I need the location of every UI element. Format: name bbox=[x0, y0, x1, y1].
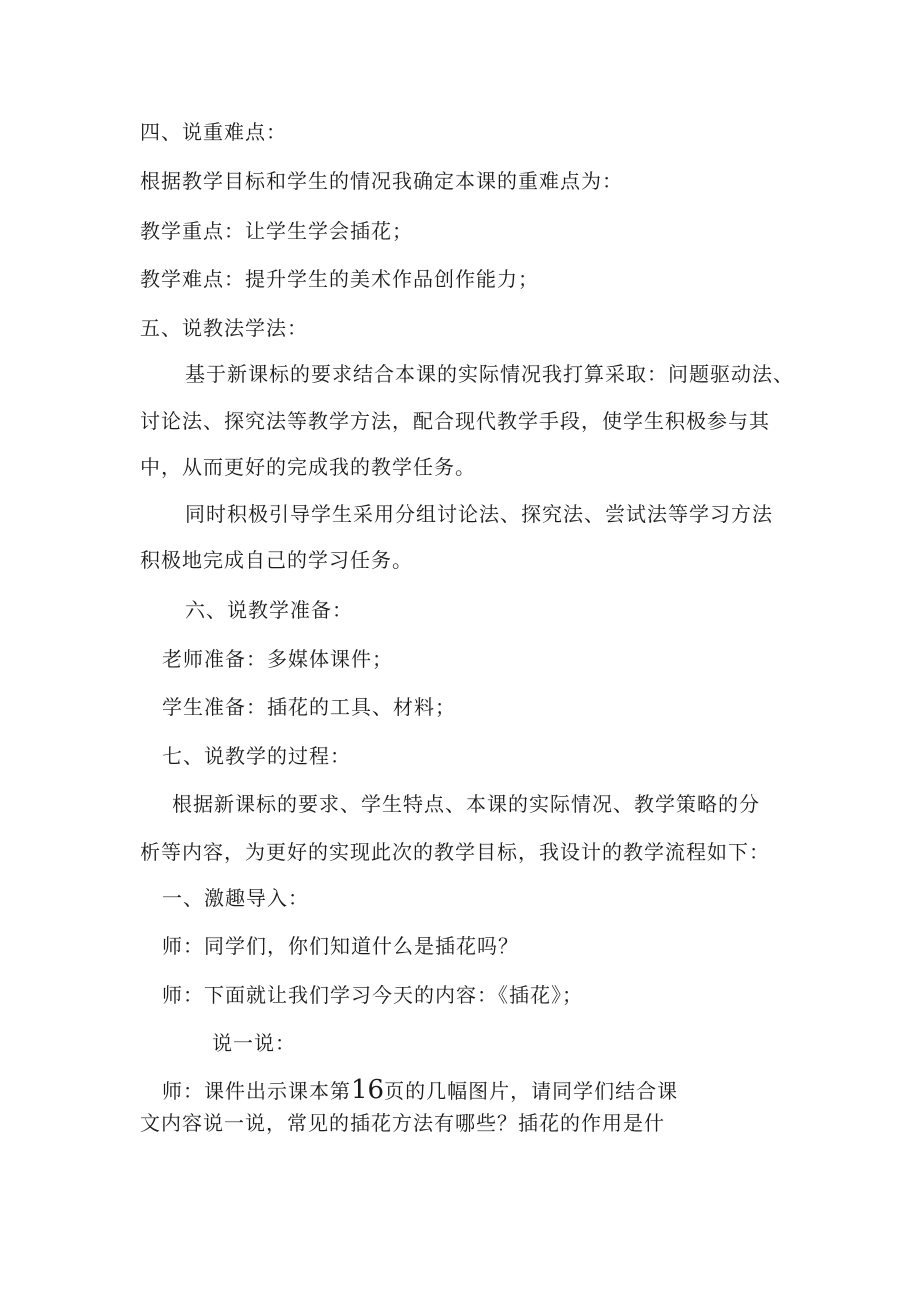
text-run: 页的几幅图片，请同学们结合课 bbox=[384, 1079, 679, 1103]
paragraph-line: 讨论法、探究法等教学方法，配合现代教学手段，使学生积极参与其 bbox=[140, 409, 770, 433]
heading-methods: 五、说教法学法： bbox=[140, 316, 308, 340]
paragraph-line: 文内容说一说，常见的插花方法有哪些？插花的作用是什 bbox=[140, 1111, 665, 1135]
paragraph-line: 基于新课标的要求结合本课的实际情况我打算采取：问题驱动法、 bbox=[185, 362, 794, 386]
heading-difficulties: 四、说重难点： bbox=[140, 120, 287, 144]
paragraph-line: 析等内容，为更好的实现此次的教学目标，我设计的教学流程如下： bbox=[140, 840, 770, 864]
paragraph-line: 教学重点：让学生学会插花； bbox=[140, 219, 413, 243]
paragraph-line bbox=[162, 1076, 678, 1105]
paragraph-line: 积极地完成自己的学习任务。 bbox=[140, 548, 413, 572]
page-number: 16 bbox=[351, 1075, 385, 1105]
paragraph-line: 同时积极引导学生采用分组讨论法、探究法、尝试法等学习方法 bbox=[185, 502, 773, 526]
heading-intro: 一、激趣导入： bbox=[162, 886, 309, 910]
paragraph-line: 根据教学目标和学生的情况我确定本课的重难点为： bbox=[140, 169, 623, 193]
paragraph-line: 根据新课标的要求、学生特点、本课的实际情况、教学策略的分 bbox=[172, 792, 760, 816]
paragraph-line: 师：同学们，你们知道什么是插花吗？ bbox=[162, 934, 519, 958]
paragraph-line: 学生准备：插花的工具、材料； bbox=[162, 695, 456, 719]
text-run: 师：课件出示课本第 bbox=[162, 1079, 351, 1103]
paragraph-line: 中，从而更好的完成我的教学任务。 bbox=[140, 455, 476, 479]
paragraph-line: 师：下面就让我们学习今天的内容：《插花》； bbox=[162, 983, 583, 1007]
heading-preparation: 六、说教学准备： bbox=[185, 598, 353, 622]
subheading-talk: 说一说： bbox=[212, 1031, 296, 1055]
paragraph-line: 教学难点：提升学生的美术作品创作能力； bbox=[140, 267, 539, 291]
paragraph-line: 老师准备：多媒体课件； bbox=[162, 647, 393, 671]
heading-process: 七、说教学的过程： bbox=[162, 744, 351, 768]
